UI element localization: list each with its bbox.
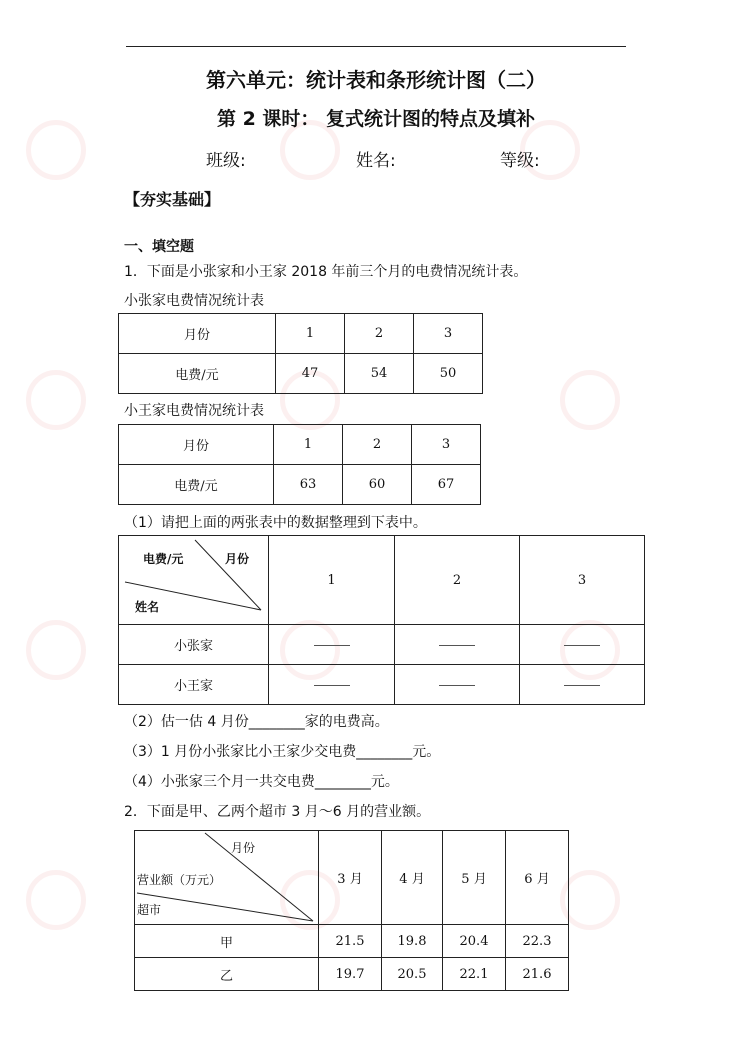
watermark-logo xyxy=(26,120,136,250)
table1 xyxy=(118,313,483,394)
table-cell: 4 月 xyxy=(382,831,443,925)
watermark-logo xyxy=(26,870,136,1000)
corner-label-month: 月份 xyxy=(225,552,250,566)
section-label: 【夯实基础】 xyxy=(124,190,221,209)
table-cell: 67 xyxy=(412,465,481,505)
watermark-logo xyxy=(280,120,390,250)
table-cell: 2 xyxy=(343,425,412,465)
q1-sub4: （4）小张家三个月一共交电费________元。 xyxy=(124,774,399,790)
table-cell: 19.8 xyxy=(382,925,443,958)
table-header-cell: 月份 xyxy=(119,314,276,354)
class-label: 班级: xyxy=(206,151,246,171)
table2 xyxy=(118,424,481,505)
header-rule xyxy=(126,46,626,47)
diagonal-header-cell xyxy=(135,831,319,925)
table-header-cell: 电费/元 xyxy=(119,354,276,394)
page-subtitle: 第 2 课时： 复式统计图的特点及填补 xyxy=(216,108,536,130)
diagonal-header-cell xyxy=(119,536,269,625)
answer-blank-cell[interactable] xyxy=(395,665,520,705)
table-cell: 63 xyxy=(274,465,343,505)
table-cell: 3 xyxy=(414,314,483,354)
table-cell: 2 xyxy=(395,536,520,625)
answer-blank-cell[interactable] xyxy=(269,625,395,665)
table-row-label: 甲 xyxy=(135,925,319,958)
table-cell: 3 xyxy=(520,536,645,625)
table-cell: 20.5 xyxy=(382,958,443,991)
table-cell: 47 xyxy=(276,354,345,394)
table-cell: 6 月 xyxy=(506,831,569,925)
table-header-cell: 月份 xyxy=(119,425,274,465)
table-cell: 22.1 xyxy=(443,958,506,991)
table-cell: 19.7 xyxy=(319,958,382,991)
table-cell: 1 xyxy=(274,425,343,465)
q1-sub3: （3）1 月份小张家比小王家少交电费________元。 xyxy=(124,744,441,760)
table-row-label: 小王家 xyxy=(119,665,269,705)
watermark-logo xyxy=(560,870,670,1000)
answer-blank-cell[interactable] xyxy=(520,625,645,665)
q2-intro: 2．下面是甲、乙两个超市 3 月～6 月的营业额。 xyxy=(124,804,431,820)
table-row-label: 乙 xyxy=(135,958,319,991)
part-heading: 一、填空题 xyxy=(124,239,194,255)
table-cell: 3 xyxy=(412,425,481,465)
corner-label-fee: 电费/元 xyxy=(143,552,184,566)
table-cell: 3 月 xyxy=(319,831,382,925)
table4 xyxy=(134,830,569,991)
table-cell: 54 xyxy=(345,354,414,394)
q1-sub2: （2）估一估 4 月份________家的电费高。 xyxy=(124,714,389,730)
table-cell: 20.4 xyxy=(443,925,506,958)
table-cell: 22.3 xyxy=(506,925,569,958)
table-cell: 1 xyxy=(276,314,345,354)
table-cell: 21.5 xyxy=(319,925,382,958)
table-cell: 5 月 xyxy=(443,831,506,925)
corner-label-store: 超市 xyxy=(137,903,162,917)
table1-caption: 小张家电费情况统计表 xyxy=(124,293,264,309)
corner-label-revenue: 营业额（万元） xyxy=(137,873,222,887)
table-cell: 1 xyxy=(269,536,395,625)
table-row-label: 小张家 xyxy=(119,625,269,665)
table2-caption: 小王家电费情况统计表 xyxy=(124,403,264,419)
answer-blank-cell[interactable] xyxy=(395,625,520,665)
answer-blank-cell[interactable] xyxy=(269,665,395,705)
watermark-logo xyxy=(520,120,630,250)
q1-intro: 1．下面是小张家和小王家 2018 年前三个月的电费情况统计表。 xyxy=(124,264,528,280)
q1-sub1: （1）请把上面的两张表中的数据整理到下表中。 xyxy=(124,515,427,531)
table3 xyxy=(118,535,645,705)
table-cell: 2 xyxy=(345,314,414,354)
corner-label-month: 月份 xyxy=(231,841,256,855)
name-label: 姓名: xyxy=(356,151,396,171)
corner-label-name: 姓名 xyxy=(135,600,160,614)
table-cell: 50 xyxy=(414,354,483,394)
table-cell: 60 xyxy=(343,465,412,505)
grade-label: 等级: xyxy=(500,151,540,171)
table-header-cell: 电费/元 xyxy=(119,465,274,505)
table-cell: 21.6 xyxy=(506,958,569,991)
answer-blank-cell[interactable] xyxy=(520,665,645,705)
page-title: 第六单元：统计表和条形统计图（二） xyxy=(206,68,546,92)
watermark-logo xyxy=(560,370,670,500)
